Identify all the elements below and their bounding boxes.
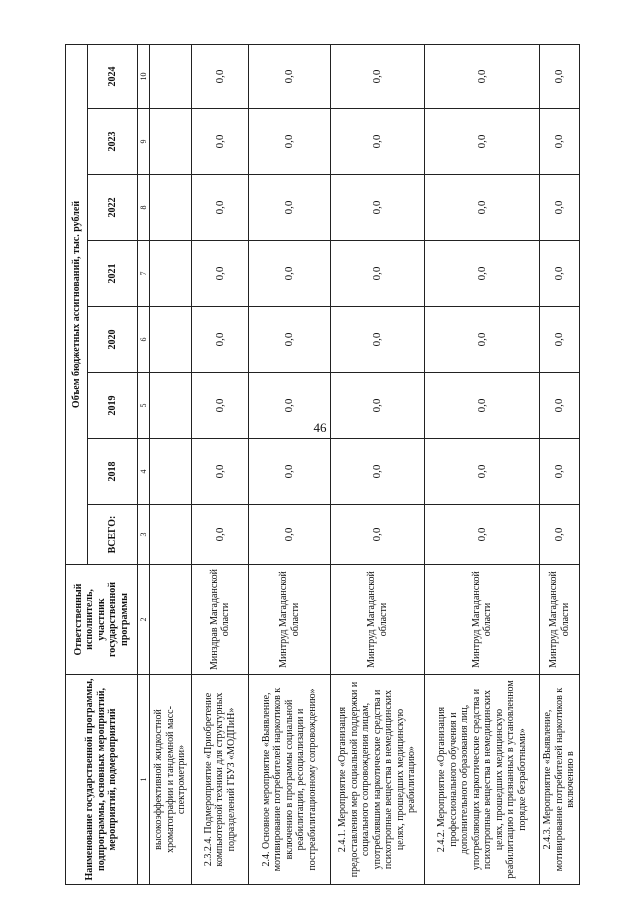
row-name: 2.4.2. Мероприятие «Организация профессионального обучения и дополнительного образования лиц, употребляющих наркотические средства и психотропные вещества в немедицинских целях, прошедших медицинскую реабилитацию и признанных в установленном порядке безработными» [425, 675, 540, 885]
row-value: 0,0 [540, 175, 580, 241]
table-row [425, 44, 540, 884]
row-value: 0,0 [249, 505, 331, 565]
header-year: 2019 [88, 373, 138, 439]
row-value: 0,0 [540, 373, 580, 439]
row-value: 0,0 [330, 241, 424, 307]
row-responsible: Минтруд Магаданской области [249, 565, 331, 675]
header-year: 2021 [88, 241, 138, 307]
table-row [249, 44, 331, 884]
row-name: 2.4. Основное мероприятие «Выявление, мотивирование потребителей наркотиков к включению в программы социальной реабилитации, ресоциализации и постреабилитационному сопровождению» [249, 675, 331, 885]
row-value: 0,0 [330, 505, 424, 565]
row-value: 0,0 [330, 109, 424, 175]
row-value: 0,0 [191, 505, 249, 565]
header-year: 2022 [88, 175, 138, 241]
row-value: 0,0 [191, 307, 249, 373]
table-row [191, 44, 249, 884]
row-value: 0,0 [425, 505, 540, 565]
column-index: 2 [138, 565, 150, 675]
row-value: 0,0 [330, 44, 424, 108]
row-value: 0,0 [540, 307, 580, 373]
row-value [150, 307, 192, 373]
row-value: 0,0 [425, 44, 540, 108]
header-year: 2023 [88, 109, 138, 175]
row-value: 0,0 [249, 241, 331, 307]
row-value [150, 175, 192, 241]
rotated-table-wrapper [65, 45, 580, 885]
row-value: 0,0 [540, 109, 580, 175]
row-value: 0,0 [330, 439, 424, 505]
table-row [330, 44, 424, 884]
row-value: 0,0 [425, 109, 540, 175]
row-value: 0,0 [540, 505, 580, 565]
row-value: 0,0 [191, 439, 249, 505]
row-value [150, 373, 192, 439]
column-index: 4 [138, 439, 150, 505]
header-responsible: Ответственный исполнитель, участник государственной программы [66, 565, 138, 675]
row-value: 0,0 [249, 373, 331, 439]
row-value: 0,0 [249, 44, 331, 108]
row-value: 0,0 [249, 307, 331, 373]
row-value: 0,0 [191, 373, 249, 439]
row-value: 0,0 [191, 241, 249, 307]
column-index: 5 [138, 373, 150, 439]
row-responsible: Минздрав Магаданской области [191, 565, 249, 675]
row-responsible [150, 565, 192, 675]
row-value [150, 241, 192, 307]
header-name: Наименование государственной программы, подпрограммы, основных мероприятий, мероприятий, подмероприятий [66, 675, 138, 885]
row-name: 2.4.1. Мероприятие «Организация предоставления мер социальной поддержки и социального сопровождения лицам, употреблявшим наркотические средства и психотропные вещества в немедицинских целях, прошедших медицинскую реабилитацию» [330, 675, 424, 885]
row-responsible: Минтруд Магаданской области [425, 565, 540, 675]
row-value: 0,0 [425, 373, 540, 439]
column-index: 1 [138, 675, 150, 885]
header-year: 2018 [88, 439, 138, 505]
header-budget: Объем бюджетных ассигнований, тыс. рублей [66, 44, 88, 564]
column-index: 8 [138, 175, 150, 241]
header-year: 2020 [88, 307, 138, 373]
row-value: 0,0 [425, 439, 540, 505]
column-index: 10 [138, 44, 150, 108]
row-value: 0,0 [249, 175, 331, 241]
row-value: 0,0 [425, 241, 540, 307]
row-responsible: Минтруд Магаданской области [540, 565, 580, 675]
row-name: 2.3.2.4. Подмероприятие «Приобретение компьютерной техники для структурных подразделений ГБУЗ «МОДПиН» [191, 675, 249, 885]
row-value [150, 109, 192, 175]
row-value: 0,0 [249, 109, 331, 175]
row-value: 0,0 [540, 439, 580, 505]
page-number: 46 [313, 420, 327, 435]
row-value [150, 44, 192, 108]
budget-table [65, 44, 580, 885]
row-name: 2.4.3. Мероприятие «Выявление, мотивирование потребителей наркотиков к включению в [540, 675, 580, 885]
header-year: ВСЕГО: [88, 505, 138, 565]
row-name: высокоэффективной жидкостной хроматографии и тандемной масс-спектрометрии» [150, 675, 192, 885]
row-value [150, 439, 192, 505]
row-value: 0,0 [330, 373, 424, 439]
header-year: 2024 [88, 44, 138, 108]
column-index: 9 [138, 109, 150, 175]
row-value: 0,0 [191, 109, 249, 175]
row-value: 0,0 [540, 44, 580, 108]
column-index: 6 [138, 307, 150, 373]
table-row [150, 44, 192, 884]
row-value: 0,0 [191, 44, 249, 108]
row-responsible: Минтруд Магаданской области [330, 565, 424, 675]
column-index: 7 [138, 241, 150, 307]
row-value: 0,0 [191, 175, 249, 241]
row-value: 0,0 [425, 307, 540, 373]
row-value: 0,0 [330, 175, 424, 241]
row-value: 0,0 [540, 241, 580, 307]
row-value: 0,0 [249, 439, 331, 505]
row-value [150, 505, 192, 565]
column-index: 3 [138, 505, 150, 565]
row-value: 0,0 [425, 175, 540, 241]
table-row [540, 44, 580, 884]
row-value: 0,0 [330, 307, 424, 373]
